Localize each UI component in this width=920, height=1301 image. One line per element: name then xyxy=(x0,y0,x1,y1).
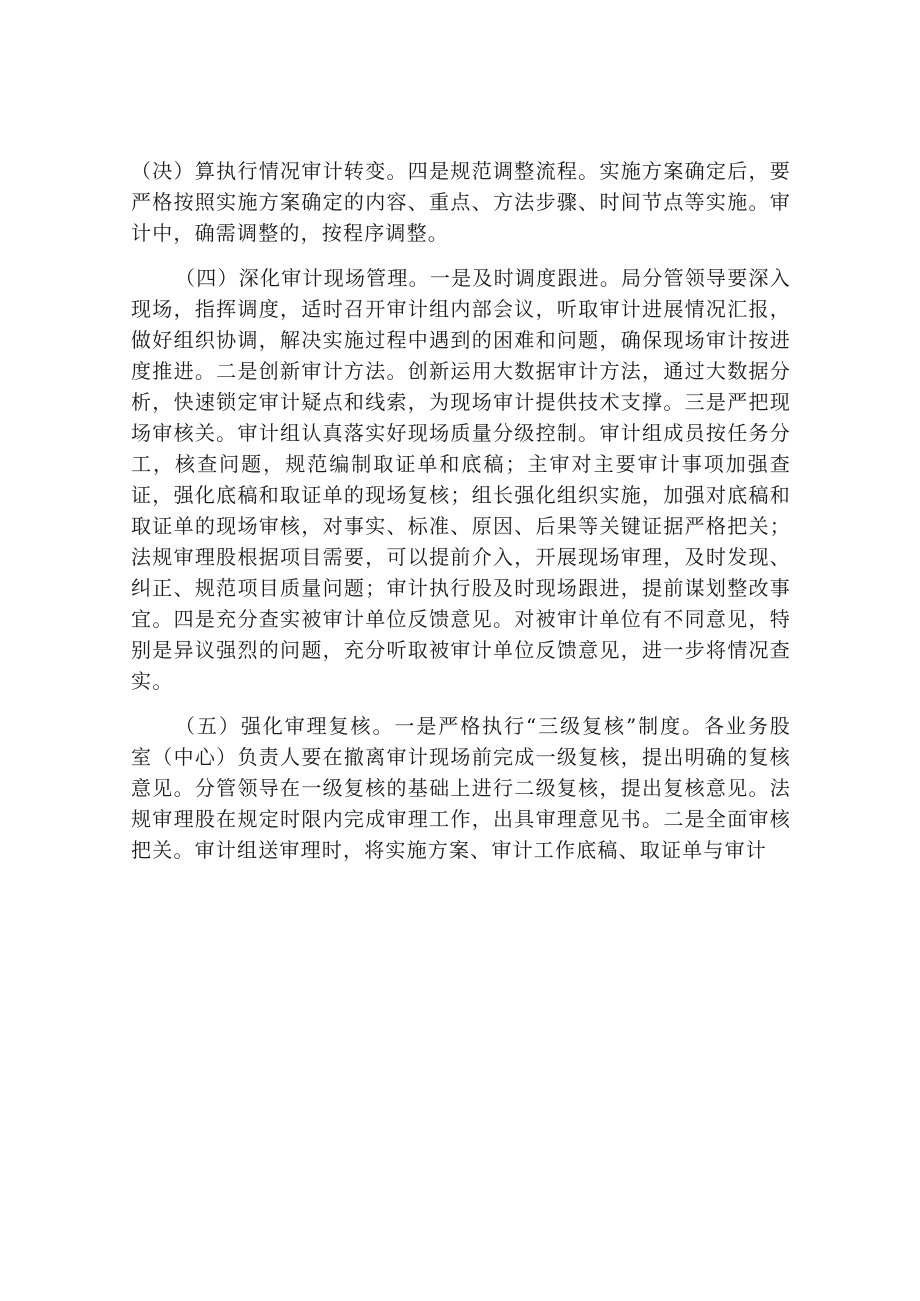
paragraph-continuation: （决）算执行情况审计转变。四是规范调整流程。实施方案确定后，要严格按照实施方案确定的内容、重点、方法步骤、时间节点等实施。审计中，确需调整的，按程序调整。 xyxy=(131,159,791,245)
paragraph-section-four: （四）深化审计现场管理。一是及时调度跟进。局分管领导要深入现场，指挥调度，适时召开审计组内部会议，听取审计进展情况汇报，做好组织协调，解决实施过程中遇到的困难和问题，确保现场审计按进度推进。二是创新审计方法。创新运用大数据审计方法，通过大数据分析，快速锁定审计疑点和线索，为现场审计提供技术支撑。三是严把现场审核关。审计组认真落实好现场质量分级控制。审计组成员按任务分工，核查问题，规范编制取证单和底稿；主审对主要审计事项加强查证，强化底稿和取证单的现场复核；组长强化组织实施，加强对底稿和取证单的现场审核，对事实、标准、原因、后果等关键证据严格把关；法规审理股根据项目需要，可以提前介入，开展现场审理，及时发现、纠正、规范项目质量问题；审计执行股及时现场跟进，提前谋划整改事宜。四是充分查实被审计单位反馈意见。对被审计单位有不同意见，特别是异议强烈的问题，充分听取被审计单位反馈意见，进一步将情况查实。 xyxy=(131,266,791,693)
paragraph-section-five: （五）强化审理复核。一是严格执行“三级复核”制度。各业务股室（中心）负责人要在撤离审计现场前完成一级复核，提出明确的复核意见。分管领导在一级复核的基础上进行二级复核，提出复核意见。法规审理股在规定时限内完成审理工作，出具审理意见书。二是全面审核把关。审计组送审理时，将实施方案、审计工作底稿、取证单与审计 xyxy=(131,714,791,862)
document-body xyxy=(131,156,791,866)
